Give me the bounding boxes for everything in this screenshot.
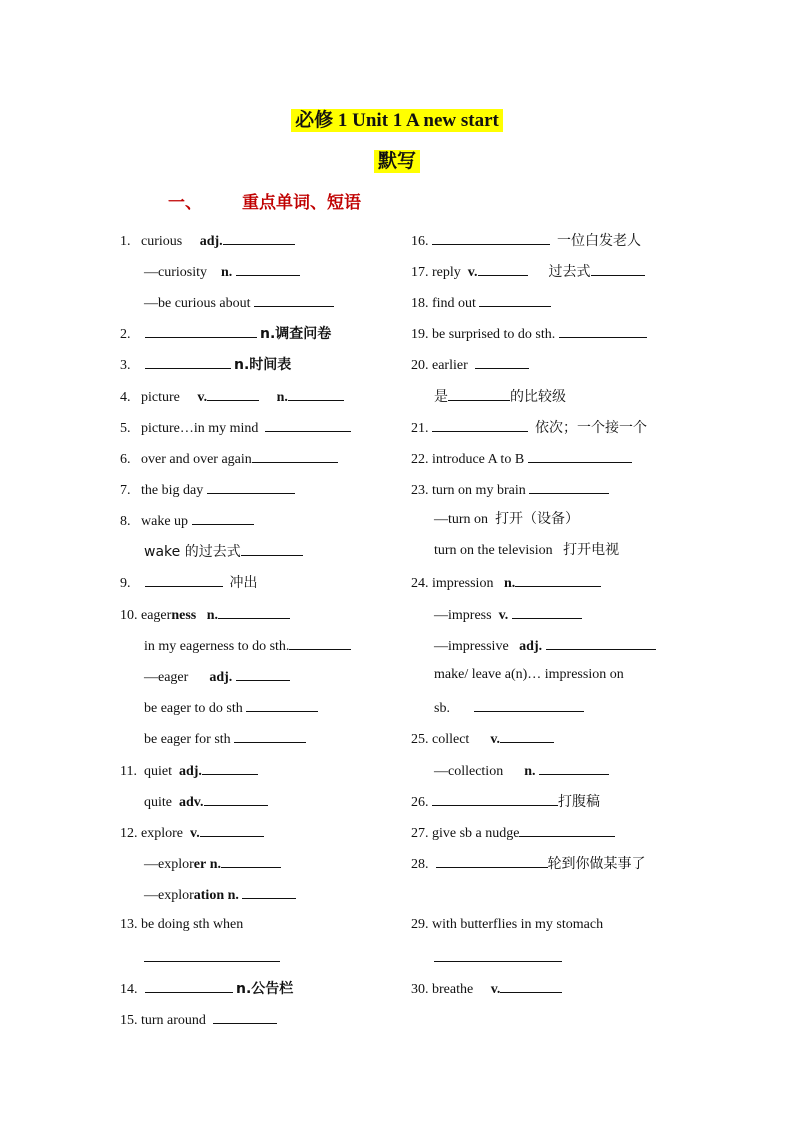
list-item: 2. n.调查问卷: [120, 323, 331, 344]
list-item: be eager to do sth: [144, 697, 318, 718]
list-item: —exploration n.: [144, 884, 296, 905]
list-item: 22. introduce A to B: [411, 448, 632, 469]
answer-blank[interactable]: [145, 354, 231, 369]
list-item: turn on the television 打开电视: [434, 542, 620, 558]
list-item: 13. be doing sth when: [120, 917, 244, 932]
answer-blank[interactable]: [200, 822, 264, 837]
answer-blank[interactable]: [236, 261, 300, 276]
answer-blank[interactable]: [448, 386, 510, 401]
answer-blank[interactable]: [144, 947, 280, 962]
answer-blank[interactable]: [242, 884, 296, 899]
list-item: —eager adj.: [144, 666, 290, 687]
list-item: 18. find out: [411, 292, 551, 313]
list-item: —curiosity n.: [144, 261, 300, 282]
list-item: be eager for sth: [144, 728, 306, 749]
page-title: 必修 1 Unit 1 A new start: [0, 105, 794, 132]
answer-blank[interactable]: [539, 760, 609, 775]
list-item: 23. turn on my brain: [411, 479, 609, 500]
list-item: 20. earlier: [411, 354, 529, 375]
list-item: 3. n.时间表: [120, 354, 291, 375]
list-item: —impressive adj.: [434, 635, 656, 656]
list-item: 4. picture v. n.: [120, 386, 344, 407]
answer-blank[interactable]: [265, 417, 351, 432]
list-item: —turn on 打开（设备）: [434, 511, 580, 527]
answer-blank[interactable]: [479, 292, 551, 307]
answer-blank[interactable]: [432, 791, 558, 806]
answer-blank[interactable]: [475, 354, 529, 369]
list-item: 10. eagerness n.: [120, 604, 290, 625]
answer-blank[interactable]: [288, 386, 344, 401]
answer-blank[interactable]: [500, 978, 562, 993]
answer-blank[interactable]: [254, 292, 334, 307]
list-item: [144, 947, 280, 968]
answer-blank[interactable]: [289, 635, 351, 650]
list-item: in my eagerness to do sth.: [144, 635, 351, 656]
answer-blank[interactable]: [519, 822, 615, 837]
section-number: 一、: [168, 193, 202, 212]
section-label: 重点单词、短语: [242, 193, 361, 212]
answer-blank[interactable]: [432, 417, 528, 432]
answer-blank[interactable]: [213, 1009, 277, 1024]
list-item: 16. 一位白发老人: [411, 230, 641, 251]
list-item: —collection n.: [434, 760, 609, 781]
answer-blank[interactable]: [192, 510, 254, 525]
answer-blank[interactable]: [436, 853, 548, 868]
list-item: 28. 轮到你做某事了: [411, 853, 646, 874]
page-subtitle: 默写: [0, 146, 794, 173]
answer-blank[interactable]: [221, 853, 281, 868]
list-item: 1. curious adj.: [120, 230, 295, 251]
list-item: 21. 依次；一个接一个: [411, 417, 647, 438]
answer-blank[interactable]: [204, 791, 268, 806]
list-item: 12. explore v.: [120, 822, 264, 843]
list-item: 5. picture…in my mind: [120, 417, 351, 438]
answer-blank[interactable]: [241, 541, 303, 556]
answer-blank[interactable]: [500, 728, 554, 743]
list-item: 19. be surprised to do sth.: [411, 323, 647, 344]
list-item: 26. 打腹稿: [411, 791, 600, 812]
answer-blank[interactable]: [234, 728, 306, 743]
list-item: 9. 冲出: [120, 572, 258, 593]
list-item: 14. n.公告栏: [120, 978, 293, 999]
list-item: 30. breathe v.: [411, 978, 562, 999]
list-item: 11. quiet adj.: [120, 760, 258, 781]
list-item: 6. over and over again: [120, 448, 338, 469]
list-item: —be curious about: [144, 292, 334, 313]
answer-blank[interactable]: [145, 978, 233, 993]
list-item: 17. reply v. 过去式: [411, 261, 645, 282]
answer-blank[interactable]: [202, 760, 258, 775]
answer-blank[interactable]: [591, 261, 645, 276]
list-item: 24. impression n.: [411, 572, 601, 593]
list-item: 29. with butterflies in my stomach: [411, 917, 604, 932]
answer-blank[interactable]: [512, 604, 582, 619]
answer-blank[interactable]: [515, 572, 601, 587]
answer-blank[interactable]: [252, 448, 338, 463]
answer-blank[interactable]: [559, 323, 647, 338]
list-item: quite adv.: [144, 791, 268, 812]
answer-blank[interactable]: [207, 479, 295, 494]
list-item: wake 的过去式: [144, 541, 303, 562]
list-item: 15. turn around: [120, 1009, 277, 1030]
answer-blank[interactable]: [478, 261, 528, 276]
list-item: 27. give sb a nudge: [411, 822, 615, 843]
answer-blank[interactable]: [474, 697, 584, 712]
list-item: make/ leave a(n)… impression on: [434, 667, 624, 682]
answer-blank[interactable]: [223, 230, 295, 245]
answer-blank[interactable]: [236, 666, 290, 681]
answer-blank[interactable]: [432, 230, 550, 245]
list-item: 25. collect v.: [411, 728, 554, 749]
list-item: [434, 947, 562, 968]
answer-blank[interactable]: [546, 635, 656, 650]
list-item: 是 的比较级: [434, 386, 566, 407]
answer-blank[interactable]: [145, 323, 257, 338]
list-item: 8. wake up: [120, 510, 254, 531]
answer-blank[interactable]: [145, 572, 223, 587]
answer-blank[interactable]: [207, 386, 259, 401]
answer-blank[interactable]: [218, 604, 290, 619]
answer-blank[interactable]: [246, 697, 318, 712]
list-item: sb.: [434, 697, 584, 718]
section-heading: [168, 188, 361, 213]
list-item: —explorer n.: [144, 853, 281, 874]
answer-blank[interactable]: [434, 947, 562, 962]
answer-blank[interactable]: [528, 448, 632, 463]
list-item: —impress v.: [434, 604, 582, 625]
list-item: 7. the big day: [120, 479, 295, 500]
answer-blank[interactable]: [529, 479, 609, 494]
